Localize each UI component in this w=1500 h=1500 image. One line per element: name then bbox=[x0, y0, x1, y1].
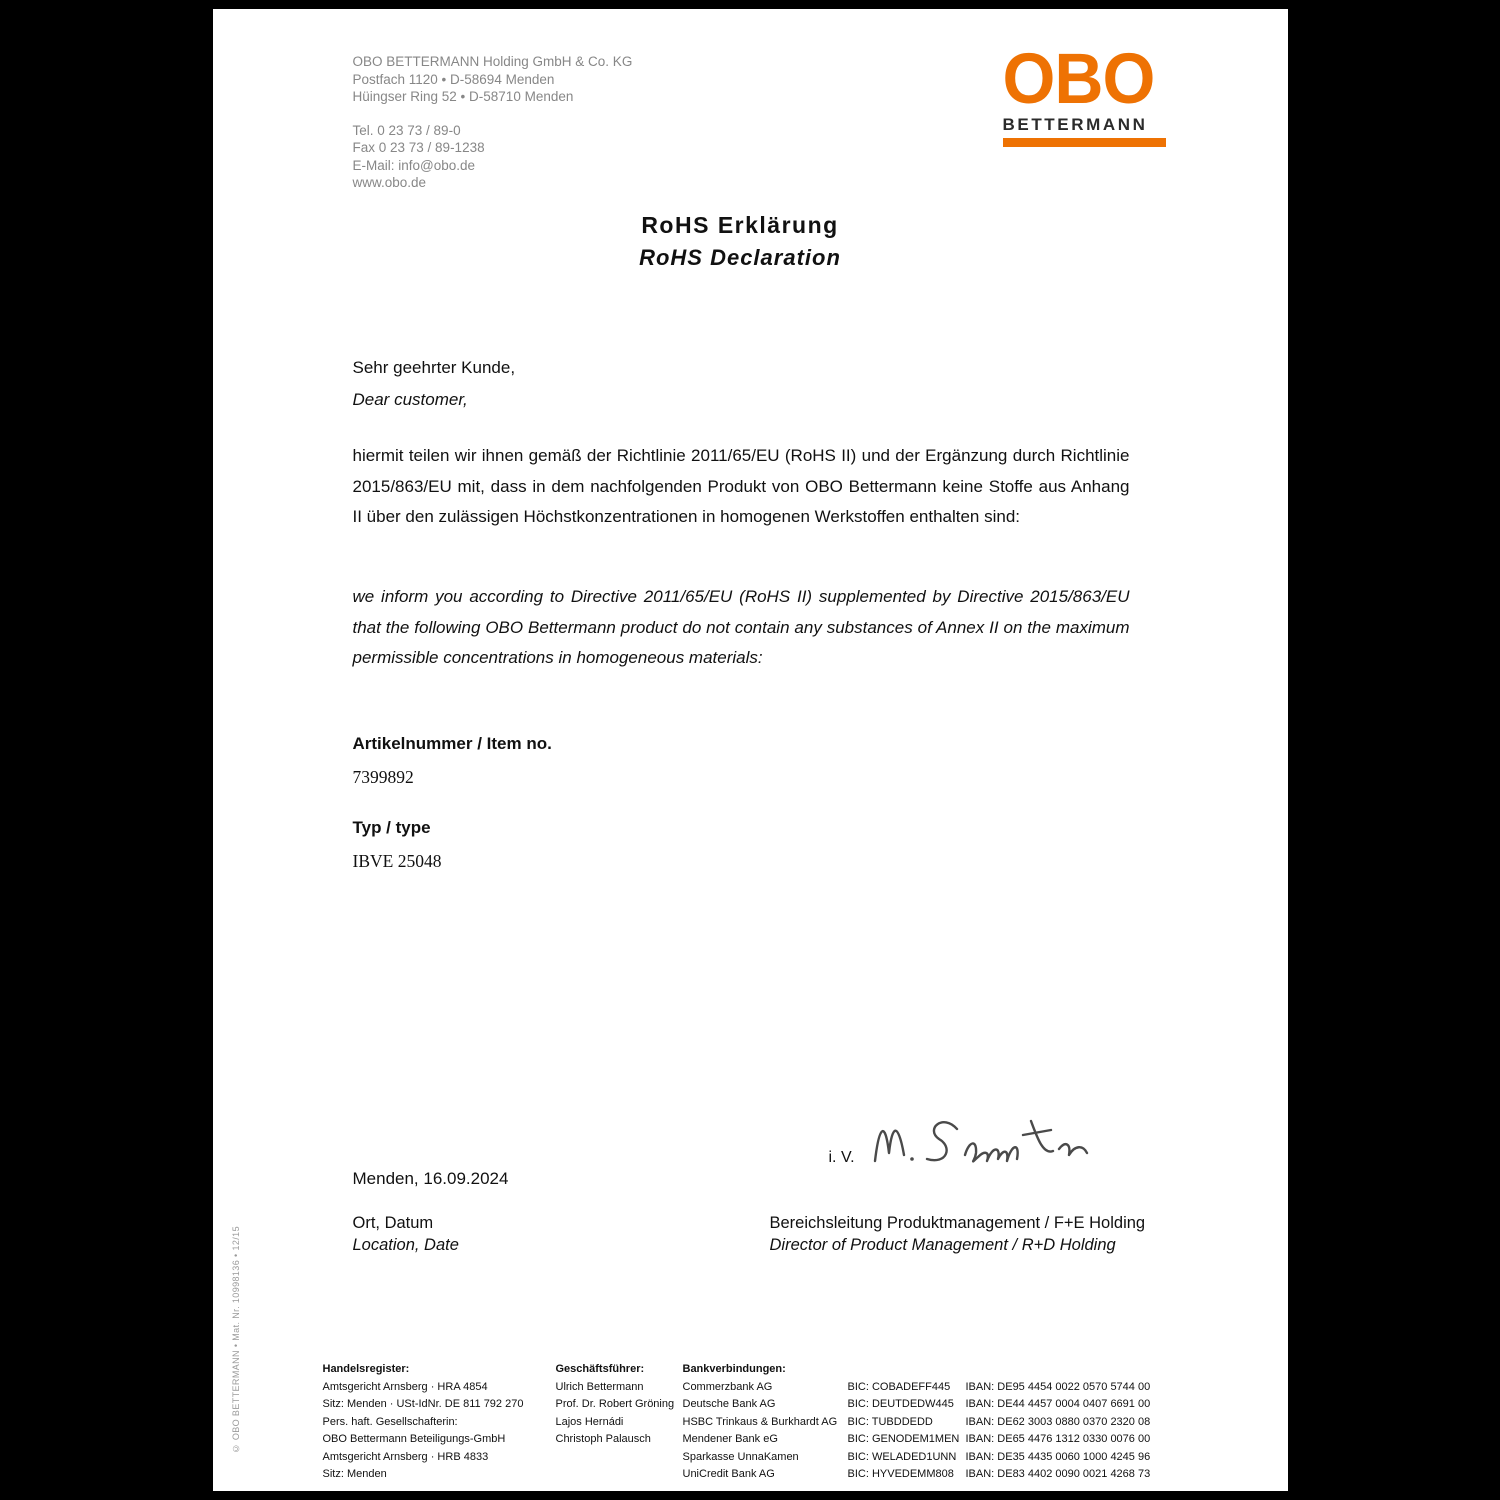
bank-bic: BIC: GENODEM1MEN bbox=[847, 1433, 960, 1445]
bank-iban: IBAN: DE95 4454 0022 0570 5744 00 bbox=[965, 1380, 1151, 1393]
obo-bettermann-logo bbox=[1002, 39, 1171, 147]
bank-row bbox=[683, 1414, 1203, 1432]
place-and-date: Menden, 16.09.2024 bbox=[352, 1169, 509, 1188]
document-material-number-note: © OBO BETTERMANN • Mat. Nr. 10998136 • 12/15 bbox=[230, 1225, 241, 1453]
handelsregister-line: OBO Bettermann Beteiligungs-GmbH bbox=[322, 1433, 506, 1445]
handelsregister-title: Handelsregister: bbox=[322, 1363, 410, 1375]
item-number-value: 7399892 bbox=[352, 767, 414, 787]
handwritten-signature bbox=[865, 1105, 1105, 1187]
bank-bic: BIC: COBADEFF445 bbox=[847, 1380, 951, 1393]
bank-row bbox=[683, 1396, 1203, 1414]
signature-prefix: i. V. bbox=[828, 1149, 855, 1166]
handelsregister-line: Amtsgericht Arnsberg · HRA 4854 bbox=[322, 1380, 488, 1393]
location-label-german: Ort, Datum bbox=[352, 1214, 434, 1232]
bank-bic: BIC: TUBDDEDD bbox=[847, 1415, 933, 1428]
bank-iban: IBAN: DE65 4476 1312 0330 0076 00 bbox=[965, 1433, 1151, 1445]
bank-name: UniCredit Bank AG bbox=[682, 1468, 775, 1480]
bank-iban: IBAN: DE83 4402 0090 0021 4268 73 bbox=[965, 1468, 1151, 1480]
footer-bankverbindungen bbox=[683, 1361, 1203, 1484]
type-label: Typ / type bbox=[352, 818, 431, 837]
role-german: Bereichsleitung Produktmanagement / F+E Holding bbox=[769, 1214, 1146, 1232]
bank-iban: IBAN: DE35 4435 0060 1000 4245 96 bbox=[965, 1450, 1151, 1463]
handelsregister-line: Amtsgericht Arnsberg · HRB 4833 bbox=[322, 1450, 489, 1463]
title-english: RoHS Declaration bbox=[639, 245, 841, 270]
bank-name: HSBC Trinkaus & Burkhardt AG bbox=[682, 1415, 838, 1428]
handelsregister-line: Sitz: Menden bbox=[322, 1468, 387, 1480]
salutation-german: Sehr geehrter Kunde, bbox=[352, 358, 516, 377]
location-label-english: Location, Date bbox=[352, 1236, 459, 1254]
bank-iban: IBAN: DE62 3003 0880 0370 2320 08 bbox=[965, 1415, 1151, 1428]
sender-website: www.obo.de bbox=[352, 175, 427, 190]
bank-name: Deutsche Bank AG bbox=[682, 1398, 776, 1410]
bank-row bbox=[683, 1466, 1203, 1484]
document-title bbox=[353, 212, 1128, 271]
sender-address-line: Postfach 1120 • D-58694 Menden bbox=[352, 71, 555, 87]
bank-row bbox=[683, 1431, 1203, 1449]
signer-role-labels bbox=[770, 1212, 1146, 1256]
location-date-labels bbox=[353, 1212, 459, 1256]
bank-row bbox=[683, 1379, 1203, 1397]
logo-orange-bar bbox=[1003, 138, 1166, 147]
salutation-block bbox=[353, 352, 516, 416]
footer-geschaeftsfuehrer bbox=[556, 1361, 683, 1484]
logo-obo-text: OBO bbox=[1002, 39, 1155, 119]
geschaeftsfuehrer-title: Geschäftsführer: bbox=[555, 1363, 645, 1375]
bank-bic: BIC: WELADED1UNN bbox=[847, 1450, 957, 1463]
bankverbindungen-title: Bankverbindungen: bbox=[682, 1363, 786, 1375]
sender-tel: Tel. 0 23 73 / 89-0 bbox=[352, 122, 461, 138]
logo-bettermann-text: BETTERMANN bbox=[1002, 115, 1148, 134]
type-value: IBVE 25048 bbox=[352, 851, 442, 871]
bank-bic: BIC: DEUTDEDW445 bbox=[847, 1398, 954, 1410]
bank-row bbox=[683, 1449, 1203, 1467]
bank-bic: BIC: HYVEDEMM808 bbox=[847, 1468, 954, 1480]
salutation-english: Dear customer, bbox=[352, 390, 468, 409]
sender-email: E-Mail: info@obo.de bbox=[352, 157, 476, 173]
bank-name: Sparkasse UnnaKamen bbox=[682, 1450, 799, 1463]
geschaeftsfuehrer-line: Lajos Hernádi bbox=[555, 1415, 624, 1428]
bank-iban: IBAN: DE44 4457 0004 0407 6691 00 bbox=[965, 1398, 1151, 1410]
bank-name: Commerzbank AG bbox=[682, 1380, 773, 1393]
sender-address-block bbox=[353, 53, 633, 208]
sender-company: OBO BETTERMANN Holding GmbH & Co. KG bbox=[352, 54, 633, 69]
handelsregister-line: Sitz: Menden · USt-IdNr. DE 811 792 270 bbox=[322, 1398, 524, 1410]
role-english: Director of Product Management / R+D Holding bbox=[769, 1236, 1116, 1254]
geschaeftsfuehrer-line: Prof. Dr. Robert Gröning bbox=[555, 1398, 675, 1410]
title-german: RoHS Erklärung bbox=[641, 212, 839, 238]
handelsregister-line: Pers. haft. Gesellschafterin: bbox=[322, 1415, 458, 1428]
bank-name: Mendener Bank eG bbox=[682, 1433, 778, 1445]
document-page bbox=[213, 9, 1288, 1491]
geschaeftsfuehrer-line: Christoph Palausch bbox=[555, 1433, 651, 1445]
sender-fax: Fax 0 23 73 / 89-1238 bbox=[352, 140, 485, 155]
body-paragraph-english: we inform you according to Directive 2011/65/EU (RoHS II) supplemented by Directive 2015/863/EU that the following OBO Bettermann product do not contain any substances of Annex II on the maximum permissible concentrations in homogeneous materials: bbox=[352, 587, 1130, 667]
footer bbox=[323, 1361, 1203, 1484]
body-paragraph-german: hiermit teilen wir ihnen gemäß der Richtlinie 2011/65/EU (RoHS II) und der Ergänzung durch Richtlinie 2015/863/EU mit, dass in dem nachfolgenden Produkt von OBO Bettermann keine Stoffe aus Anhang II über den zulässigen Höchstkonzentrationen in homogenen Werkstoffen enthalten sind: bbox=[352, 446, 1130, 526]
footer-handelsregister bbox=[323, 1361, 556, 1484]
sender-address-line: Hüingser Ring 52 • D-58710 Menden bbox=[352, 89, 574, 104]
item-number-label: Artikelnummer / Item no. bbox=[352, 734, 552, 753]
product-info-block bbox=[353, 734, 552, 872]
geschaeftsfuehrer-line: Ulrich Bettermann bbox=[555, 1380, 644, 1393]
